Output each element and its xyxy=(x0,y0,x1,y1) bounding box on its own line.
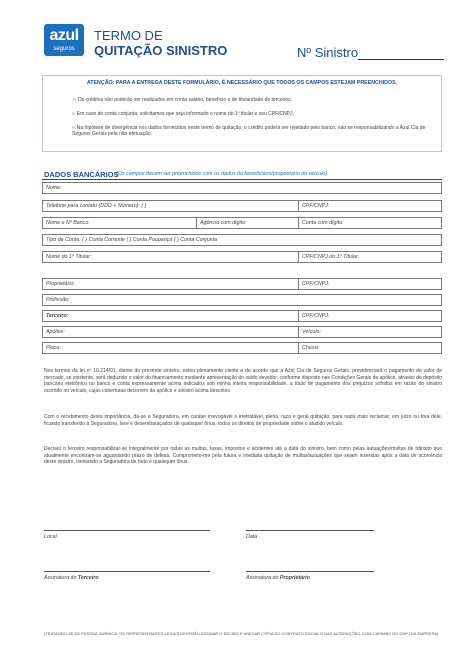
form-row-nome xyxy=(42,182,442,194)
telefone-field[interactable]: Telefone para contato (DDD + Número): ( ) xyxy=(43,201,299,211)
chassi-field[interactable]: Chassi: xyxy=(302,345,320,351)
profissao-field[interactable]: Profissão: xyxy=(46,297,70,303)
form-row-titular xyxy=(42,251,442,263)
logo-sub: seguros xyxy=(53,46,75,52)
document-title-line1: TERMO DE xyxy=(94,28,163,43)
terms-paragraph-2: Com o recebimento desta importância, dá-se a Seguradora, em caráter irrevogável e irretratável, plena, raza e geral quitação, para nada mais reclamar, em juízo ou fora dele, ficando transferido à Seguradora, livre e desembaraçados de quaisquer ônus, todos os direitos de propriedade sobre o aludido veículo. xyxy=(44,414,442,427)
footer-note: (TRATANDO-SE DE PESSOA JURÍDICA, OS REPRESENTANTES LEGAIS DEVERÃO ASSINAR O RECIBO E ANEXAR CÓPIA DO CONTRATO SOCIAL E DAS ALTERAÇÕES, COM CARIMBO DO CNPJ DA EMPRESA) xyxy=(44,631,439,636)
azul-logo xyxy=(44,24,84,56)
agencia-field[interactable]: Agência com dígito: xyxy=(197,218,299,228)
bank-section-note: (Os campos devem ser preenchidos com os dados do beneficiário/proprietário do veículo) xyxy=(116,171,328,177)
form-row-telefone xyxy=(42,200,442,212)
sinistro-label: Nº Sinistro xyxy=(297,45,359,60)
cpf-1-titular-field[interactable]: CPF/CNPJ do 1º Titular: xyxy=(302,254,360,260)
notice-bullet: » Os créditos não poderão ser realizados em conta salário, benefício e de titularidade de terceiros. xyxy=(73,97,293,103)
conta-field[interactable]: Conta com dígito: xyxy=(302,220,344,226)
bank-section-title: DADOS BANCÁRIOS xyxy=(44,170,119,179)
notice-bullet: » Na hipótese de divergência nos dados fornecidos neste termo de quitação, o crédito poderá ser rejeitado pelo banco, não se responsabilizando a Azul Cia de Seguros Gerais pela não efetuação. xyxy=(72,125,426,137)
signature-proprietario-label: Assinatura do Proprietário xyxy=(246,575,310,581)
cpf-cnpj-proprietario-field[interactable]: CPF/CNPJ: xyxy=(302,281,330,287)
document-title-line2: QUITAÇÃO SINISTRO xyxy=(94,43,228,58)
bullet-icon: » xyxy=(72,125,75,131)
tipo-conta-field[interactable]: Tipo de Conta: ( ) Conta Corrente ( ) Conta Poupança ( ) Conta Conjunta xyxy=(46,237,218,243)
terms-paragraph-1: Nos termos da lei nº 10.214/01, diante do presente sinistro, estou plenamente ciente e de acordo que a Azul Cia de Seguros Gerais, providenciará o pagamento do valor de mercado, se existente, será deduzido o valor do financiamento mediante apresentação do saldo devedor, conforme disposto nas Condições Gerais da apólice, através de depósito bancário eletrônico no banco e conta expressamente acima indicados sob minha inteira responsabilidade, a título de pagamento dos prejuízos sofridos em razão do sinistro ocorrido no veículo, cujas coberturas decorrem da apólice e sinistro acima descritos. xyxy=(44,368,442,394)
form-row-proprietario xyxy=(42,278,442,290)
cpf-cnpj-field[interactable]: CPF/CNPJ: xyxy=(302,203,330,209)
form-row-banco xyxy=(42,217,442,229)
signature-terceiro-label: Assinatura do Terceiro xyxy=(44,575,99,581)
terceiro-field[interactable]: Terceiro: xyxy=(43,311,299,321)
form-row-tipo-conta xyxy=(42,234,442,246)
signature-terceiro-line[interactable] xyxy=(44,571,210,572)
signature-proprietario-line[interactable] xyxy=(246,571,374,572)
data-line[interactable] xyxy=(246,530,374,531)
form-row-profissao xyxy=(42,294,442,306)
veiculo-field[interactable]: Veículo: xyxy=(302,329,321,335)
nome-field[interactable]: Nome: xyxy=(46,185,62,191)
notice-title: ATENÇÃO: PARA A ENTREGA DESTE FORMULÁRIO, É NECESSÁRIO QUE TODOS OS CAMPOS ESTEJAM PREENCHIDOS. xyxy=(86,80,398,86)
sinistro-number-field[interactable] xyxy=(358,59,444,60)
form-row-placa xyxy=(42,342,442,354)
section-divider xyxy=(42,179,442,180)
terms-paragraph-3: Declaro o terceiro responsabilizar-se integralmente por todas as multas, taxas, impostos e acidentes até a data do sinistro, bem como pelas autuações/multas de trânsito que atualmente encontram-se aguardando prazo de defesa. Comprometo-me pela futura e imediata quitação de multas/autuações que sejam inseridas após a data de ocorrência deste sinistro, isentando a Seguradora de todo e quaisquer ônus. xyxy=(44,446,442,466)
data-label: Data xyxy=(246,534,258,540)
bullet-icon: » xyxy=(73,97,76,103)
nome-1-titular-field[interactable]: Nome do 1º Titular: xyxy=(43,252,299,262)
form-row-apolice xyxy=(42,326,442,338)
apolice-field[interactable]: Apólice: xyxy=(43,327,299,337)
cpf-cnpj-terceiro-field[interactable]: CPF/CNPJ: xyxy=(302,313,330,319)
logo-brand: azul xyxy=(49,27,79,44)
local-line[interactable] xyxy=(44,530,210,531)
notice-bullet: » Em caso de conta conjunta, solicitamos que seja informado o nome do 1º titular e seu CPF/CNPJ. xyxy=(72,111,294,117)
proprietario-field[interactable]: Proprietário: xyxy=(43,279,299,289)
form-row-terceiro xyxy=(42,310,442,322)
placa-field[interactable]: Placa: xyxy=(43,343,299,353)
bullet-icon: » xyxy=(72,111,75,117)
local-label: Local xyxy=(44,534,57,540)
banco-field[interactable]: Nome e Nº Banco: xyxy=(43,218,197,228)
